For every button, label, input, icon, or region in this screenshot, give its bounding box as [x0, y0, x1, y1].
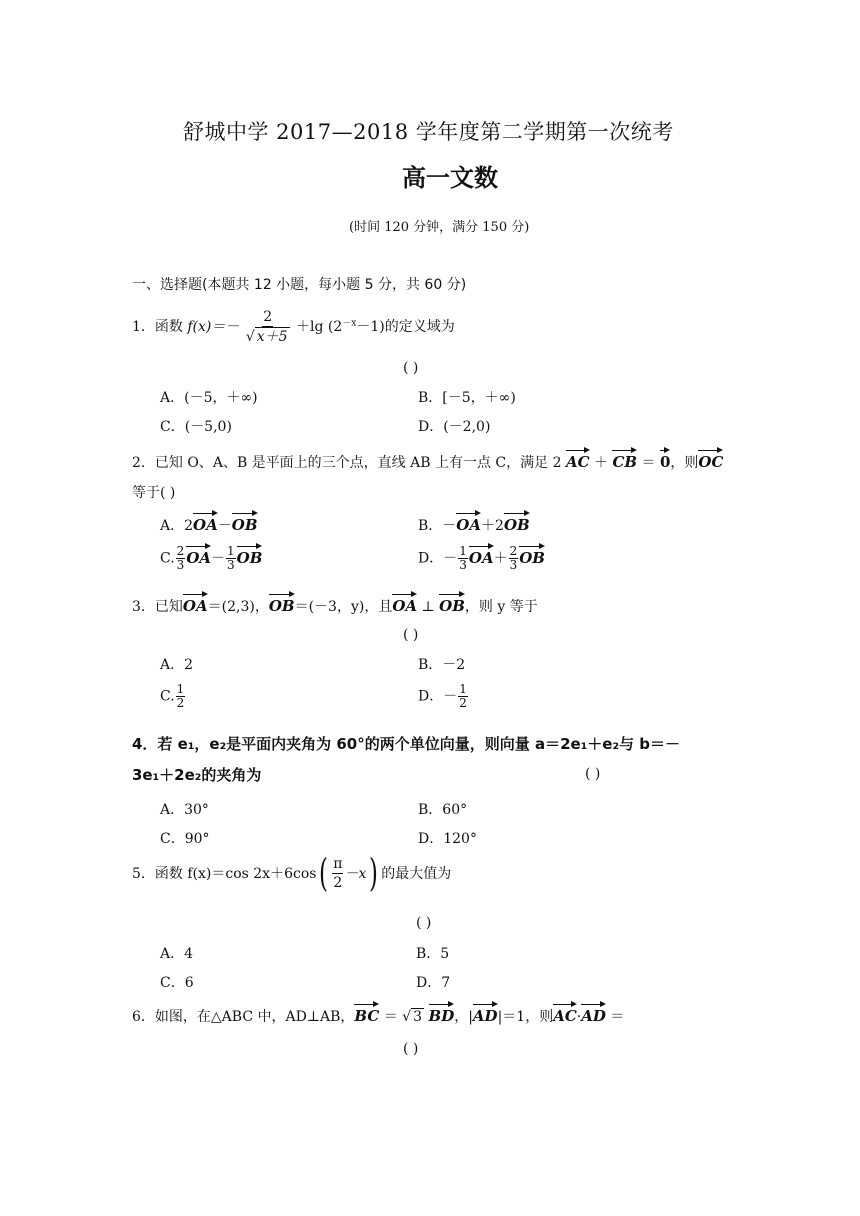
q2-plus: ＋: [594, 455, 608, 471]
question-5: [132, 851, 452, 895]
vector-oa: OA: [186, 548, 212, 567]
question-2: [132, 452, 723, 472]
q2-line1: 2．已知 O、A、B 是平面上的三个点，直线 AB 上有一点 C，满足 2: [132, 455, 562, 471]
frac-num: 2: [176, 544, 185, 558]
frac-den: 3: [227, 558, 235, 572]
q5-tail: 的最大值为: [381, 866, 452, 882]
frac-num: 1: [227, 544, 235, 558]
perp-sign: ⊥: [421, 599, 435, 615]
frac-den: 3: [509, 558, 518, 572]
q5-option-a: A．4: [160, 946, 194, 962]
q1-tail: ＋lg (2: [296, 319, 343, 335]
q6-pre: 6．如图，在△ABC 中，AD⊥AB，: [132, 1009, 355, 1025]
fraction-1-2: [458, 683, 468, 710]
q4-answer-paren: ( ): [585, 766, 601, 782]
q6-eq: ＝: [383, 1009, 398, 1025]
plus-sign: ＋: [493, 550, 508, 567]
q2-option-a: [160, 515, 258, 535]
q2-optB-plus: ＋2: [481, 518, 504, 534]
q3-optD-pre: D．－: [418, 688, 458, 705]
q3-mid2: ＝(－3，y)，且: [294, 599, 393, 615]
q5-pre: 5．函数 f(x)＝cos 2x＋6cos: [132, 866, 317, 882]
q1-frac-num: 2: [263, 309, 273, 325]
q2-option-c: [160, 545, 262, 572]
q6-mid: ，|: [454, 1009, 473, 1025]
q5-answer-paren: ( ): [416, 915, 432, 931]
vector-oa: OA: [456, 516, 482, 534]
q4-line2: 3e₁＋2e₂的夹角为: [132, 766, 262, 784]
vector-ob: OB: [439, 597, 465, 615]
fraction-2-3: [176, 545, 186, 572]
vector-bc: BC: [354, 1007, 380, 1025]
q1-tail2: －1)的定义域为: [356, 319, 455, 335]
fraction-pi-2: [332, 855, 343, 892]
q1-option-a: A．(－5，＋∞): [160, 390, 258, 406]
q2-optC-pre: C.: [160, 550, 175, 567]
vector-bd: BD: [428, 1007, 455, 1025]
q1-option-c: C．(－5,0): [160, 419, 232, 435]
q6-mid2: |＝1，则: [497, 1009, 554, 1025]
q1-frac-den-text: x＋5: [256, 329, 288, 345]
vector-oa: OA: [468, 548, 494, 567]
section-heading: 一、选择题(本题共 12 小题，每小题 5 分，共 60 分): [132, 277, 467, 293]
q2-optB-pre: B．－: [418, 518, 457, 534]
left-paren: (: [319, 851, 329, 895]
vector-oc: OC: [698, 453, 724, 471]
vector-ob: OB: [519, 548, 545, 567]
q5-option-c: C．6: [160, 975, 194, 991]
fraction-1-3: [458, 545, 468, 572]
frac-num: 2: [509, 544, 518, 558]
sqrt-3: 3: [413, 1009, 423, 1025]
q1-option-b: B．[－5，＋∞): [418, 390, 516, 406]
frac-den: 2: [333, 874, 343, 891]
vector-oa: OA: [193, 516, 218, 534]
vector-ac: AC: [553, 1007, 577, 1025]
zero-vector: 0: [659, 453, 671, 471]
q1-func: f(x)＝－: [187, 319, 240, 335]
vector-ob: OB: [236, 548, 263, 567]
vector-oa: OA: [182, 597, 208, 615]
exam-subtitle: 高一文数: [402, 164, 498, 192]
q2-optD-pre: D．－: [418, 550, 458, 567]
q3-option-c: [160, 683, 186, 710]
frac-num: 1: [176, 682, 185, 696]
vector-ob: OB: [231, 516, 258, 534]
q1-frac-den: √ x＋5: [245, 329, 288, 345]
frac-den: 3: [459, 558, 467, 572]
fraction-1-2: [176, 683, 186, 710]
q2-option-b: [418, 515, 530, 535]
q6-answer-paren: ( ): [403, 1041, 419, 1057]
q4-option-d: D．120°: [418, 831, 477, 847]
frac-den: 2: [459, 696, 467, 710]
q3-option-b: B．－2: [418, 657, 466, 673]
q2-optA-pre: A．2: [160, 518, 194, 534]
dot-product: ·: [576, 1009, 582, 1025]
q2-eq: ＝: [641, 455, 656, 471]
q2-then: ，则: [670, 455, 699, 471]
q3-pre: 3．已知: [132, 599, 183, 615]
q1-fraction: [245, 308, 291, 346]
frac-den: 2: [176, 696, 185, 710]
frac-num: 1: [459, 682, 467, 696]
minus-sign: －: [211, 550, 226, 567]
vector-cb: CB: [612, 453, 638, 471]
q5-option-d: D．7: [416, 975, 451, 991]
frac-den: 3: [176, 558, 185, 572]
q1-num: 1．函数: [132, 319, 183, 335]
fraction-2-3: [509, 545, 519, 572]
frac-num: π: [333, 855, 343, 872]
q5-minus-x: －x: [344, 866, 367, 882]
vector-oa: OA: [392, 597, 418, 615]
q4-option-a: A．30°: [160, 802, 209, 818]
q2-optA-minus: －: [217, 518, 232, 534]
question-3: [132, 596, 538, 616]
q3-option-a: A．2: [160, 657, 194, 673]
vector-ad: AD: [472, 1007, 498, 1025]
q6-end: ＝: [610, 1009, 625, 1025]
right-paren: ): [369, 851, 379, 895]
exam-title: 舒城中学 2017—2018 学年度第二学期第一次统考: [183, 120, 674, 144]
fraction-1-3: [226, 545, 236, 572]
vector-ob: OB: [268, 597, 295, 615]
q2-line2: 等于( ): [132, 485, 176, 501]
q4-option-c: C．90°: [160, 831, 210, 847]
q1-option-d: D．(－2,0): [418, 419, 491, 435]
q3-optC-pre: C.: [160, 688, 175, 705]
q3-tail: ，则 y 等于: [464, 599, 538, 615]
q4-option-b: B．60°: [418, 802, 468, 818]
exam-note: (时间 120 分钟，满分 150 分): [349, 220, 530, 235]
vector-ob: OB: [503, 516, 530, 534]
vector-ac: AC: [565, 453, 590, 471]
q1-answer-paren: ( ): [403, 360, 419, 376]
q3-mid1: ＝(2,3)，: [207, 599, 269, 615]
q3-option-d: [418, 683, 469, 710]
q3-answer-paren: ( ): [403, 627, 419, 643]
q2-option-d: [418, 545, 545, 572]
q5-option-b: B．5: [416, 946, 450, 962]
q4-line1: 4．若 e₁，e₂是平面内夹角为 60°的两个单位向量，则向量 a＝2e₁＋e₂与 b＝－: [132, 735, 680, 753]
vector-ad: AD: [581, 1007, 606, 1025]
q1-exp: －x: [342, 318, 357, 329]
question-6: 6．如图，在△ABC 中，AD⊥AB，BC ＝ √ 3 BD，|AD|＝1，则AC·AD ＝: [132, 1007, 625, 1025]
question-1: [132, 308, 455, 346]
frac-num: 1: [459, 544, 467, 558]
